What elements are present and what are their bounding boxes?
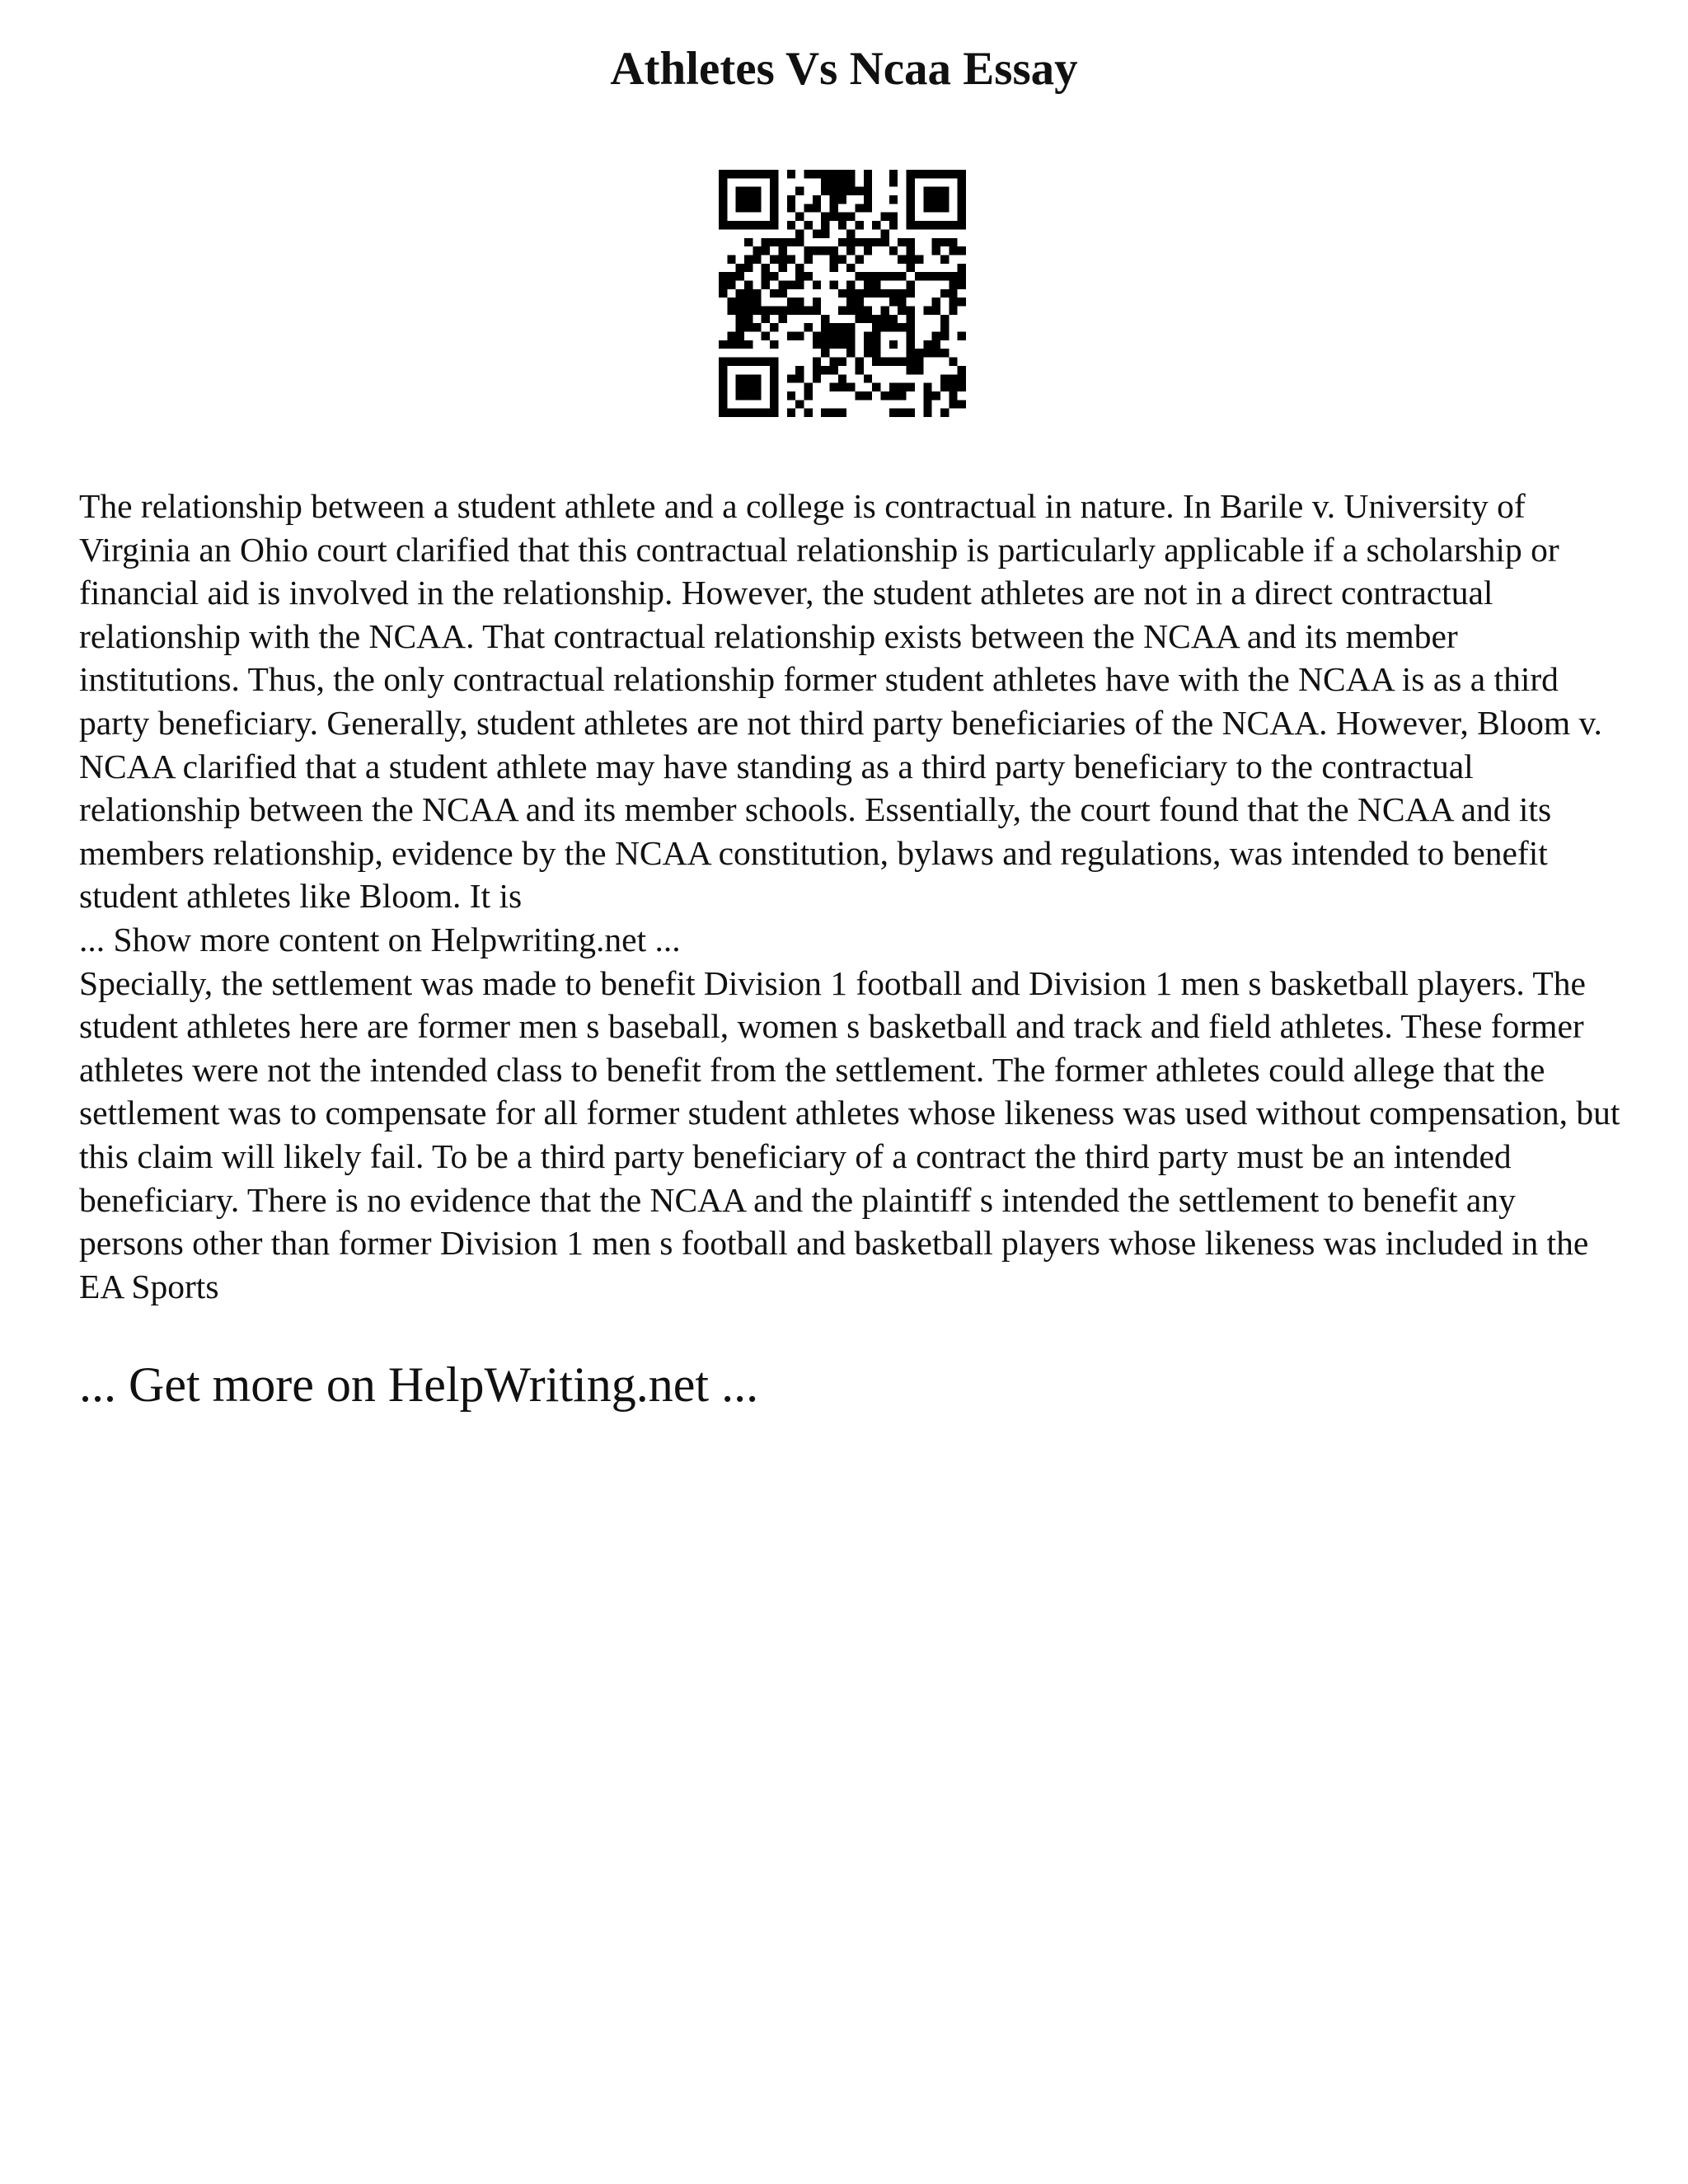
qr-code-icon (719, 170, 966, 417)
essay-paragraph: The relationship between a student athlete and a college is contractual in nature. In Barile v. University of Virginia an Ohio court clarified that this contractual relationship is particularly applicable if a scholarship or financial aid is involved in the relationship. However, the student athletes are not in a direct contractual relationship with the NCAA. That contractual relationship exists between the NCAA and its member institutions. Thus, the only contractual relationship former student athletes have with the NCAA is as a third party beneficiary. Generally, student athletes are not third party beneficiaries of the NCAA. However, Bloom v. NCAA clarified that a student athlete may have standing as a third party beneficiary to the contractual relationship between the NCAA and its member schools. Essentially, the court found that the NCAA and its members relationship, evidence by the NCAA constitution, bylaws and regulations, was intended to benefit student athletes like Bloom. It is (79, 487, 1602, 916)
essay-paragraph: Specially, the settlement was made to benefit Division 1 football and Division 1 men s basketball players. The student athletes here are former men s baseball, women s basketball and track and field athletes. These former athletes were not the intended class to benefit from the settlement. The former athletes could allege that the settlement was to compensate for all former student athletes whose likeness was used without compensation, but this claim will likely fail. To be a third party beneficiary of a contract the third party must be an intended beneficiary. There is no evidence that the NCAA and the plaintiff s intended the settlement to benefit any persons other than former Division 1 men s football and basketball players whose likeness was included in the EA Sports (79, 963, 1620, 1305)
page-title: Athletes Vs Ncaa Essay (610, 43, 1078, 95)
get-more-link[interactable]: ... Get more on HelpWriting.net ... (79, 1357, 759, 1412)
essay-body (79, 485, 1620, 1308)
show-more-link[interactable]: ... Show more content on Helpwriting.net ... (79, 920, 681, 958)
